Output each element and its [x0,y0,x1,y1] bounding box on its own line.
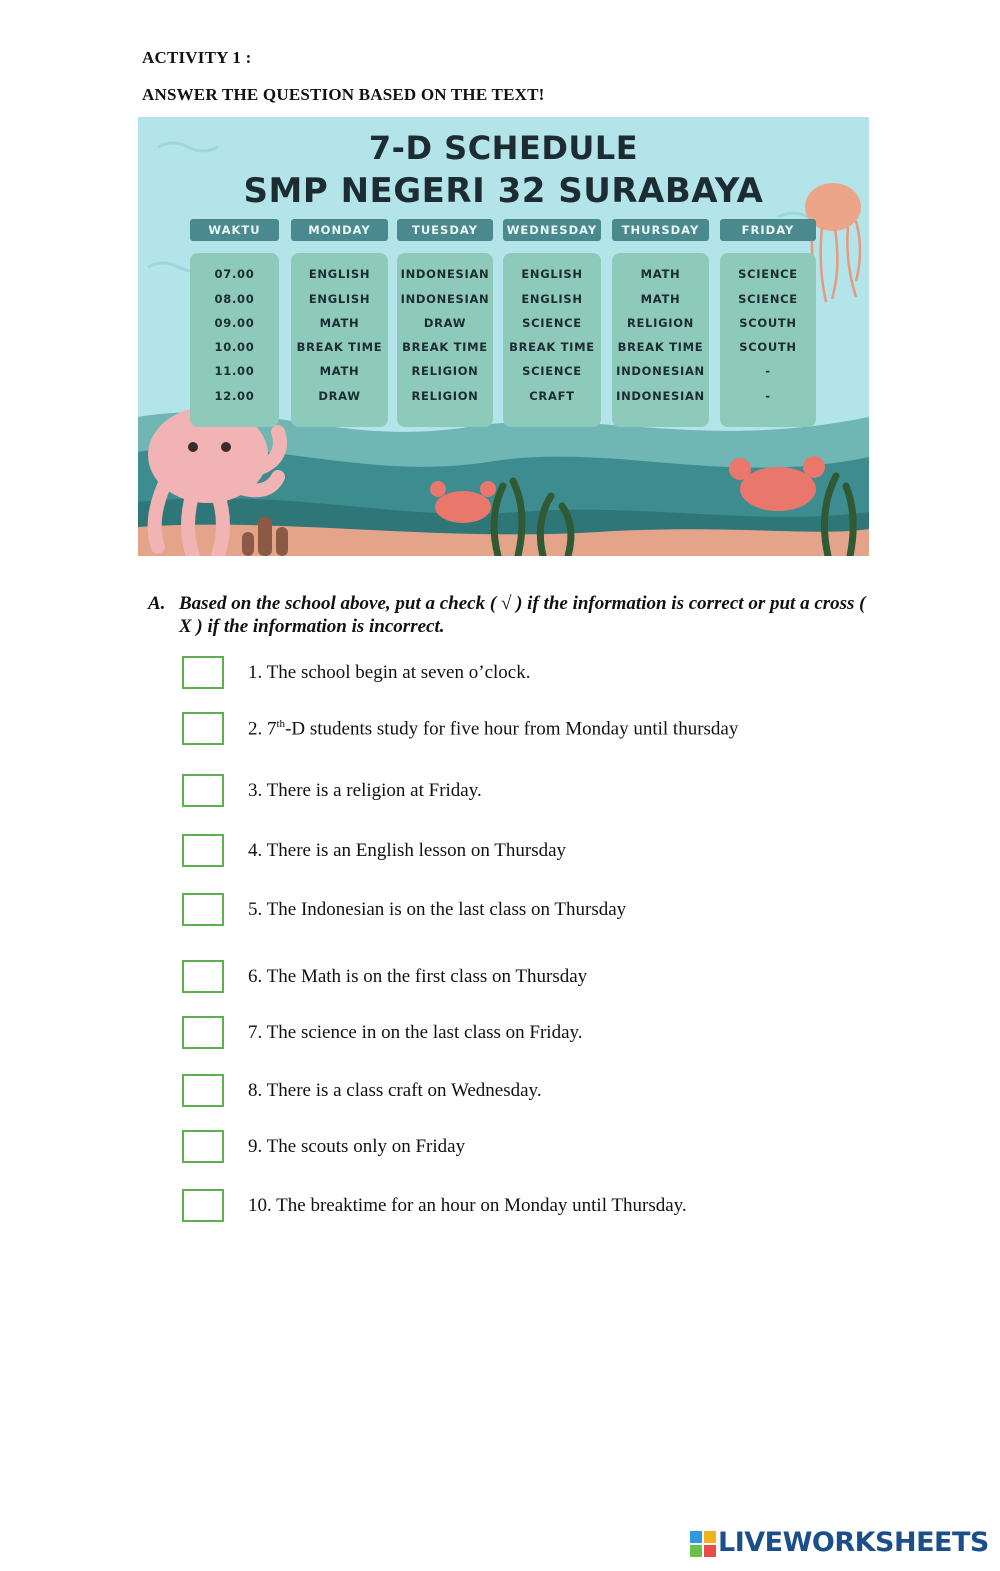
answer-checkbox[interactable] [182,774,224,807]
schedule-cell: - [765,364,771,378]
schedule-cell: SCIENCE [738,292,798,306]
ordinal-superscript: th [276,718,286,730]
schedule-cell: INDONESIAN [400,292,490,306]
schedule-cell: ENGLISH [308,267,371,281]
schedule-cell: MATH [319,364,360,378]
schedule-column [190,253,279,427]
schedule-cell: 11.00 [214,364,255,378]
question-item [182,712,882,748]
schedule-cell: CRAFT [529,389,575,403]
answer-checkbox[interactable] [182,893,224,926]
schedule-cell: SCOUTH [739,340,797,354]
answer-checkbox[interactable] [182,656,224,689]
schedule-cell: INDONESIAN [616,389,705,403]
schedule-cell: SCIENCE [522,316,582,330]
schedule-cell: ENGLISH [308,292,371,306]
question-item [182,834,882,870]
section-a-instruction [148,592,868,638]
question-item [182,774,882,810]
question-text: 9. The scouts only on Friday [248,1136,466,1157]
instruction-heading: ANSWER THE QUESTION BASED ON THE TEXT! [142,85,545,104]
activity-heading: ACTIVITY 1 : [142,48,252,67]
column-header: TUESDAY [397,219,493,241]
schedule-cell: MATH [640,267,681,281]
question-text: 4. There is an English lesson on Thursday [248,840,567,861]
schedule-cell: BREAK TIME [509,340,595,354]
question-item [182,1130,882,1166]
column-header: WEDNESDAY [503,219,601,241]
schedule-column [503,253,601,427]
schedule-cell: 08.00 [214,292,255,306]
schedule-cell: SCIENCE [738,267,798,281]
schedule-cell: 10.00 [214,340,255,354]
answer-checkbox[interactable] [182,960,224,993]
column-header: WAKTU [190,219,279,241]
section-instruction-text: Based on the school above, put a check ( √ ) if the information is correct or put a cross ( X ) if the information is incorrect. [179,593,866,637]
schedule-cell: 07.00 [214,267,255,281]
schedule-cell: ENGLISH [521,267,583,281]
schedule-cell: DRAW [423,316,467,330]
column-header: THURSDAY [612,219,709,241]
question-text: 10. The breaktime for an hour on Monday until Thursday. [248,1195,687,1216]
question-item [182,656,882,692]
schedule-cell: RELIGION [626,316,695,330]
answer-checkbox[interactable] [182,712,224,745]
logo-text: LIVEWORKSHEETS [718,1527,989,1558]
schedule-cell: RELIGION [411,389,479,403]
schedule-column [291,253,388,427]
answer-checkbox[interactable] [182,1074,224,1107]
schedule-cell: SCIENCE [522,364,582,378]
schedule-cell: MATH [640,292,681,306]
poster-title: 7-D SCHEDULE [368,129,639,167]
schedule-cell: BREAK TIME [402,340,488,354]
poster-school-name: SMP NEGERI 32 SURABAYA [243,171,764,211]
column-header: MONDAY [291,219,388,241]
schedule-cell: SCOUTH [739,316,797,330]
answer-checkbox[interactable] [182,1016,224,1049]
question-item [182,1016,882,1052]
schedule-column [397,253,493,427]
schedule-cell: - [765,389,771,403]
question-item [182,1189,882,1225]
schedule-cell: RELIGION [411,364,479,378]
schedule-cell: INDONESIAN [616,364,705,378]
column-header: FRIDAY [720,219,816,241]
schedule-cell: BREAK TIME [617,340,704,354]
question-text: 5. The Indonesian is on the last class on Thursday [248,899,627,920]
schedule-cell: DRAW [318,389,361,403]
schedule-cell: 09.00 [214,316,255,330]
question-text: 3. There is a religion at Friday. [248,780,482,801]
liveworksheets-logo-icon [690,1531,716,1557]
question-text-end: -D students study for five hour from Monday until thursday [285,718,739,740]
question-text: 1. The school begin at seven o’clock. [248,662,531,683]
question-text: 6. The Math is on the first class on Thursday [248,966,588,987]
answer-checkbox[interactable] [182,1189,224,1222]
schedule-cell: MATH [319,316,360,330]
schedule-cell: INDONESIAN [400,267,490,281]
schedule-column [612,253,709,427]
schedule-cell: BREAK TIME [296,340,383,354]
answer-checkbox[interactable] [182,1130,224,1163]
answer-checkbox[interactable] [182,834,224,867]
schedule-cell: 12.00 [214,389,255,403]
question-text [248,718,738,740]
question-text: 8. There is a class craft on Wednesday. [248,1080,542,1101]
schedule-poster [138,117,869,556]
section-letter: A. [148,593,166,614]
question-item [182,1074,882,1110]
question-text: 7. The science in on the last class on Friday. [248,1022,583,1043]
schedule-cell: ENGLISH [521,292,583,306]
schedule-column [720,253,816,427]
question-text-start: 2. 7 [248,718,277,740]
question-item [182,960,882,996]
question-item [182,893,882,929]
